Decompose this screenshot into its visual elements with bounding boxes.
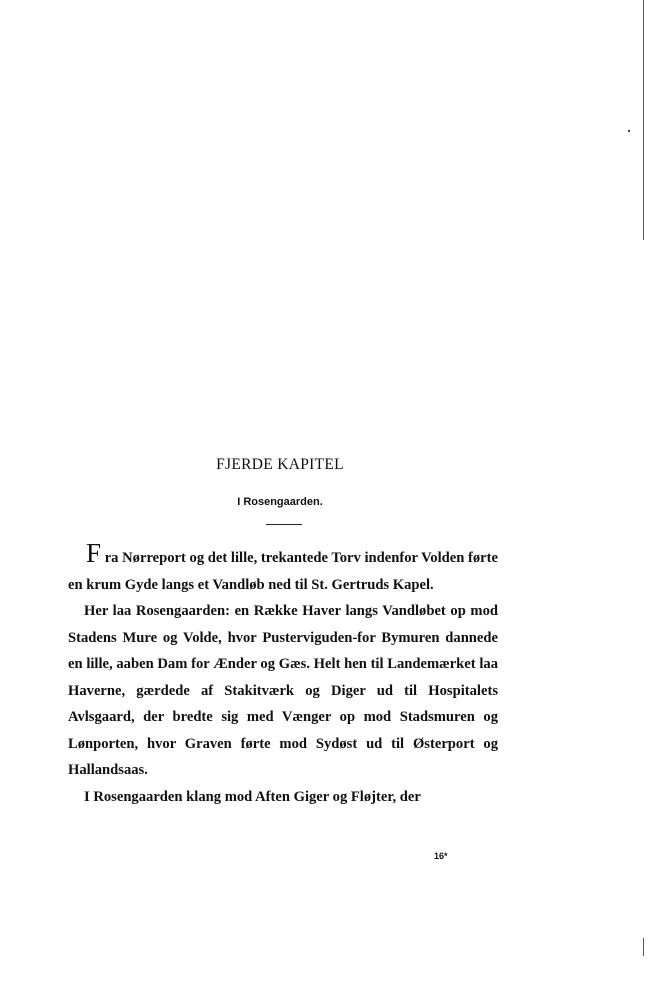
paragraph — [68, 540, 498, 598]
chapter-subtitle: I Rosengaarden. — [237, 496, 323, 508]
chapter-title: FJERDE KAPITEL — [216, 456, 344, 473]
scan-artifact — [628, 130, 630, 132]
scan-edge-line — [643, 938, 644, 956]
signature-mark: 16* — [434, 851, 448, 861]
section-divider — [266, 524, 302, 525]
paragraph: I Rosengaarden klang mod Aften Giger og Fløjter, der — [84, 788, 421, 805]
paragraph-text: ra Nørreport og det lille, trekantede Torv indenfor Volden førte en krum Gyde langs et Vandløb ned til St. Gertruds Kapel. — [68, 550, 498, 593]
body-text — [68, 540, 498, 810]
scan-edge-line — [643, 0, 644, 240]
paragraph: Her laa Rosengaarden: en Række Haver langs Vandløbet op mod Stadens Mure og Volde, hvor Pusterviguden-for Bymuren dannede en lille, aaben Dam for Ænder og Gæs. Helt hen til Landemærket laa Haverne, gærdede af Stakitværk og Diger ud til Hospitalets Avlsgaard, der bredte sig med Vænger op mod Stadsmuren og Lønporten, hvor Graven førte mod Sydøst ud til Østerport og Hallandsaas. — [68, 603, 498, 778]
drop-cap: F — [86, 538, 102, 568]
